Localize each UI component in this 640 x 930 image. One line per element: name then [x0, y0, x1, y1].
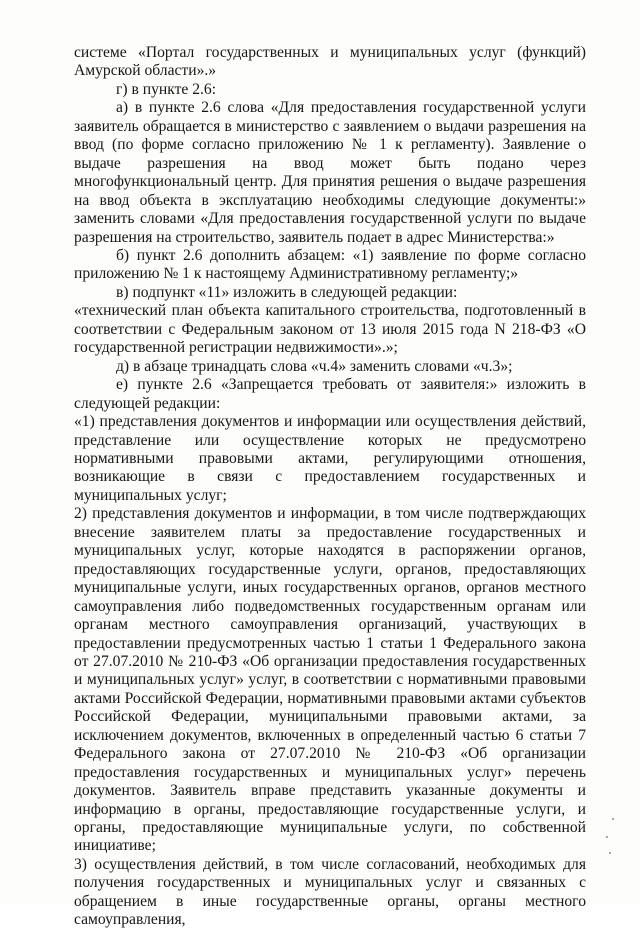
scan-speck — [606, 836, 608, 838]
scan-speck — [612, 818, 614, 820]
scan-speck — [609, 852, 611, 854]
paragraph-clause-3: 3) осуществления действий, в том числе согласований, необходимых для получения государственных и муниципальных услуг и связанных с обращением в иные государственные органы, органы местного самоуправления, — [74, 855, 586, 929]
paragraph-technical-plan: «технический план объекта капитального строительства, подготовленный в соответствии с Федеральным законом от 13 июля 2015 года N 218-ФЗ «О государственной регистрации недвижимости».»; — [74, 302, 586, 357]
paragraph-clause-2: 2) представления документов и информации, в том числе подтверждающих внесение заявителем платы за предоставление государственных и муниципальных услуг, которые находятся в распоряжении органов, предоставляющих государственные услуги, органов, предоставляющих муниципальные услуги, иных государственных органов, органов местного самоуправления либо подведомственных государственным органам или органам местного самоуправления организаций, участвующих в предоставлении предусмотренных частью 1 статьи 1 Федерального закона от 27.07.2010 № 210-ФЗ «Об организации предоставления государственных и муниципальных услуг» услуг, в соответствии с нормативными правовыми актами Российской Федерации, нормативными правовыми актами субъектов Российской Федерации, муниципальными правовыми актами, за исключением документов, включенных в определенный частью 6 статьи 7 Федерального закона от 27.07.2010 № 210-ФЗ «Об организации предоставления государственных и муниципальных услуг» перечень документов. Заявитель вправе представить указанные документы и информацию в органы, предоставляющие государственные услуги, и органы, предоставляющие муниципальные услуги, по собственной инициативе; — [74, 505, 586, 855]
paragraph-clause-1: «1) представления документов и информации или осуществления действий, представление или осуществление которых не предусмотрено нормативными правовыми актами, регулирующими отношения, возникающие в связи с предоставлением государственных и муниципальных услуг; — [74, 413, 586, 504]
document-body — [74, 44, 586, 930]
paragraph-portal-end: системе «Портал государственных и муниципальных услуг (функций) Амурской области».» — [74, 44, 586, 80]
paragraph-item-b: б) пункт 2.6 дополнить абзацем: «1) заявление по форме согласно приложению № 1 к настоящему Административному регламенту;» — [74, 246, 586, 283]
paragraph-item-d: д) в абзаце тринадцать слова «ч.4» заменить словами «ч.3»; — [116, 357, 513, 375]
paragraph-item-a: а) в пункте 2.6 слова «Для предоставления государственной услуги заявитель обращается в министерство с заявлением о выдачи разрешения на ввод (по форме согласно приложению № 1 к регламенту). Заявление о выдаче разрешения на ввод может быть подано через многофункциональный центр. Для принятия решения о выдаче разрешения на ввод объекта в эксплуатацию необходимы следующие документы:» заменить словами «Для предоставления государственной услуги по выдаче разрешения на строительство, заявитель подает в адрес Министерства:» — [74, 99, 586, 246]
paragraph-item-e: е) пункте 2.6 «Запрещается требовать от заявителя:» изложить в следующей редакции: — [74, 376, 586, 412]
paragraph-item-v: в) подпункт «11» изложить в следующей редакции: — [116, 283, 458, 301]
paragraph-item-g: г) в пункте 2.6: — [116, 80, 217, 98]
